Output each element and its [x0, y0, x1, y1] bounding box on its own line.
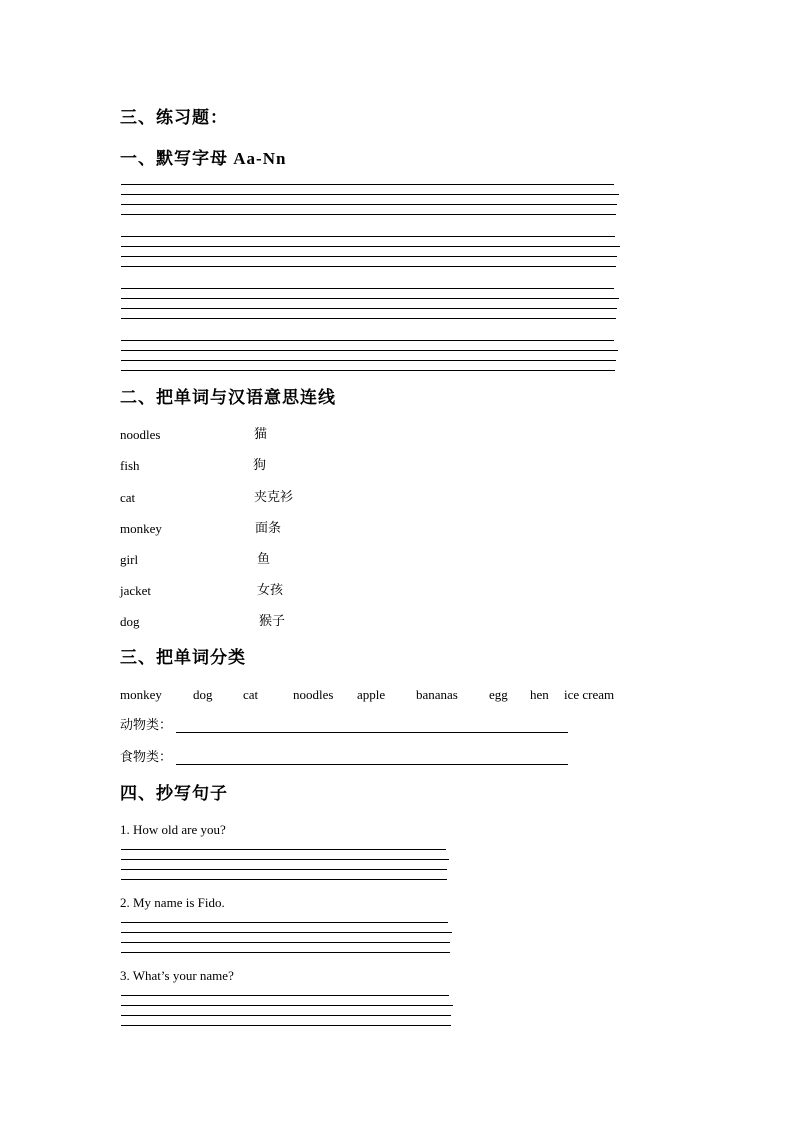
writing-line[interactable]: [121, 194, 619, 195]
category-label-food: 食物类：: [120, 750, 173, 765]
section2-title: 二、把单词与汉语意思连线: [120, 388, 336, 407]
writing-line[interactable]: [121, 214, 616, 215]
sentence-prompt: 2. My name is Fido.: [120, 895, 225, 910]
match-word-en: cat: [120, 490, 136, 505]
match-word-en: jacket: [120, 583, 152, 598]
writing-line[interactable]: [121, 350, 618, 351]
match-word-en: noodles: [120, 427, 161, 442]
writing-line[interactable]: [121, 184, 614, 185]
writing-line[interactable]: [121, 340, 614, 341]
writing-line[interactable]: [121, 859, 449, 860]
section4-title: 四、抄写句子: [120, 784, 228, 803]
match-word-en: fish: [120, 458, 140, 473]
match-word-cn: 面条: [255, 521, 282, 536]
match-word-cn: 鱼: [257, 552, 271, 567]
writing-line[interactable]: [121, 1005, 453, 1006]
writing-line[interactable]: [121, 932, 452, 933]
writing-line[interactable]: [121, 1025, 451, 1026]
match-word-cn: 猫: [254, 427, 268, 442]
match-word-cn: 夹克衫: [254, 490, 294, 505]
word-bank-item: ice cream: [564, 687, 615, 702]
sentence-prompt: 3. What’s your name?: [120, 968, 234, 983]
writing-line[interactable]: [121, 995, 449, 996]
writing-line[interactable]: [121, 942, 450, 943]
answer-line-food[interactable]: [176, 764, 568, 765]
category-label-animals: 动物类：: [120, 718, 173, 733]
word-bank-item: apple: [357, 687, 386, 702]
writing-line[interactable]: [121, 308, 617, 309]
writing-line[interactable]: [121, 298, 619, 299]
writing-line[interactable]: [121, 370, 615, 371]
match-word-en: dog: [120, 614, 140, 629]
writing-line[interactable]: [121, 952, 450, 953]
match-word-cn: 猴子: [259, 614, 286, 629]
word-bank-item: monkey: [120, 687, 162, 702]
match-word-cn: 女孩: [257, 583, 284, 598]
writing-line[interactable]: [121, 204, 617, 205]
writing-line[interactable]: [121, 849, 446, 850]
match-word-en: girl: [120, 552, 139, 567]
writing-line[interactable]: [121, 922, 448, 923]
match-word-en: monkey: [120, 521, 162, 536]
word-bank-item: bananas: [416, 687, 458, 702]
writing-line[interactable]: [121, 236, 615, 237]
writing-line[interactable]: [121, 869, 447, 870]
section1-title: 一、默写字母 Aa-Nn: [120, 149, 287, 168]
writing-line[interactable]: [121, 288, 614, 289]
section3-title: 三、把单词分类: [120, 648, 246, 667]
word-bank-item: cat: [243, 687, 259, 702]
word-bank-item: noodles: [293, 687, 334, 702]
writing-line[interactable]: [121, 879, 447, 880]
sentence-prompt: 1. How old are you?: [120, 822, 226, 837]
writing-line[interactable]: [121, 246, 620, 247]
writing-line[interactable]: [121, 1015, 451, 1016]
answer-line-animals[interactable]: [176, 732, 568, 733]
writing-line[interactable]: [121, 360, 616, 361]
word-bank-item: dog: [193, 687, 213, 702]
writing-line[interactable]: [121, 318, 616, 319]
writing-line[interactable]: [121, 256, 617, 257]
writing-line[interactable]: [121, 266, 616, 267]
word-bank-item: hen: [530, 687, 549, 702]
match-word-cn: 狗: [253, 458, 267, 473]
exercise-title: 三、练习题：: [120, 108, 228, 127]
word-bank-item: egg: [489, 687, 508, 702]
